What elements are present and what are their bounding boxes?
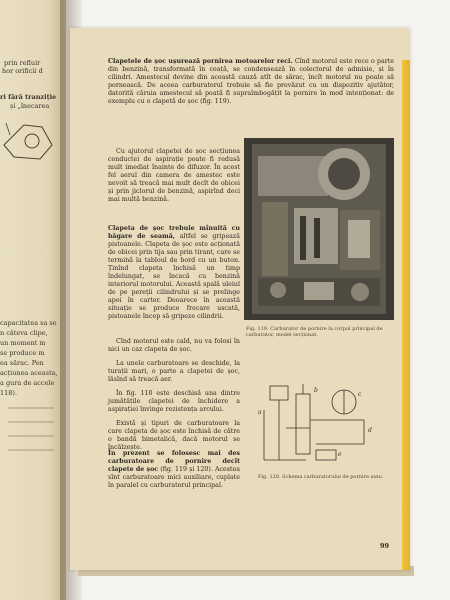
paragraph-cold-start: Cînd motorul este rece o parte din benzină, transformată în ceață, se condensează în colectorul de admisie, și în cilindri. Amestecul devine din această cauză atît de sărac, încît motorul nu poate să pornească. De aceea carburatorul trebuie să fie prevăzut cu un dispozitiv ajutător, datorită căruia amestecul să poată fi supraîmbogățit la pornire în mod intenționat: de exemplu cu o clapetă de șoc (fig. 119). — [108, 58, 394, 105]
left-text-line: 118). — [0, 389, 18, 397]
heading-choke-care: Clapeta de șoc trebuie mînuită cu băgare de seamă, — [108, 225, 240, 240]
yellow-page-edge — [402, 60, 410, 570]
left-text-line: n câteva clipe, — [0, 329, 48, 337]
left-text-line: ri fără tranziție — [0, 93, 57, 101]
left-text-line: se produce m — [0, 349, 45, 357]
left-text-line: și „înecarea — [10, 102, 50, 110]
figure-119-caption: Fig. 119. Carburator de pornire la corpul principal de carburator, model secționat. — [246, 326, 383, 338]
section-choke-care — [108, 225, 240, 321]
diagram-label: d — [368, 427, 372, 434]
left-page — [0, 0, 66, 600]
left-text-line: hor orificii d — [2, 67, 43, 75]
paragraph-choke-usage — [108, 148, 240, 204]
diagram-label: c — [358, 391, 362, 398]
left-text-line: ea sărac. Pen — [0, 359, 44, 367]
paragraph-fig110 — [108, 390, 240, 414]
page-number: 99 — [380, 542, 390, 550]
paragraph-warm-engine — [108, 338, 240, 354]
figure-120-diagram — [256, 380, 376, 470]
left-text-line: acțiunea aceasta, — [0, 369, 58, 377]
left-diagram-fragment — [2, 115, 62, 165]
diagram-label: b — [314, 387, 318, 394]
figure-119-photo — [244, 138, 394, 320]
diagram-label: e — [338, 451, 342, 458]
paragraph-text: Cînd motorul este cald, nu va folosi în nici un caz clapeta de șoc. — [108, 338, 240, 353]
diagram-label: a — [258, 409, 262, 416]
section-cold-start — [108, 58, 394, 106]
figure-120-caption: Fig. 120. Schema carburatorului de pornire auto. — [258, 474, 384, 480]
paragraph-text: Există și tipuri de carburatoare la care clapeta de șoc este închisă de către o bandă bimetalică, dacă motorul se încălzește. — [108, 420, 240, 451]
left-text-line: prin refluir — [4, 59, 41, 67]
left-text-line: un moment m — [0, 339, 46, 347]
heading-starter-carb: În prezent se folosesc mai des carburatoare de pornire decît clapete de șoc — [108, 450, 240, 473]
paragraph-text: altfel se gripează pistoanele. Clapeta de șoc este acționată de obicei prin tija sau prin tirant, care se termină la tabloul de bord cu un buton. Ținînd clapeta închisă un timp îndelungat, se încacă cu benzină interiorul motorului. Această spală uleiul de pe pereții cilindrului și se prelinge apoi în carter. Deoarece în această situație se produce frecare uscată, pistoanele încep să gripeze cilindrii. — [108, 233, 240, 320]
paragraph-bimetal — [108, 420, 240, 452]
paragraph-high-rpm — [108, 360, 240, 384]
left-text-line: capacitatea sa se — [0, 319, 57, 327]
left-diagram-fragment-2 — [4, 404, 60, 464]
paragraph-text: Cu ajutorul clapetei de șoc secțiunea conductei de aspirație poate fi redusă mult imediat înainte de difuzor. În acest fel aerul din camera de amestec este nevoit să treacă mai mult decît de obicei și prin jiclorul de benzină, aspirînd deci mai multă benzină. — [108, 148, 240, 203]
paragraph-text: În fig. 110 este deschisă una dintre jumătățile clapetei de închidere a aspirației învinge rezistența arcului. — [108, 390, 240, 413]
paragraph-text: La unele carburatoare se deschide, la turații mari, o parte a clapetei de șoc, lăsînd să treacă aer. — [108, 360, 240, 383]
paragraph-text: (fig. 119 și 120). Acestea sînt carburatoare mici auxiliare, cuplate în paralel cu carburatorul principal. — [108, 466, 240, 489]
left-text-line: a gura de accele — [0, 379, 55, 387]
section-starter-carb — [108, 450, 240, 490]
heading-cold-start: Clapetele de șoc ușurează pornirea motoarelor reci. — [108, 58, 293, 65]
